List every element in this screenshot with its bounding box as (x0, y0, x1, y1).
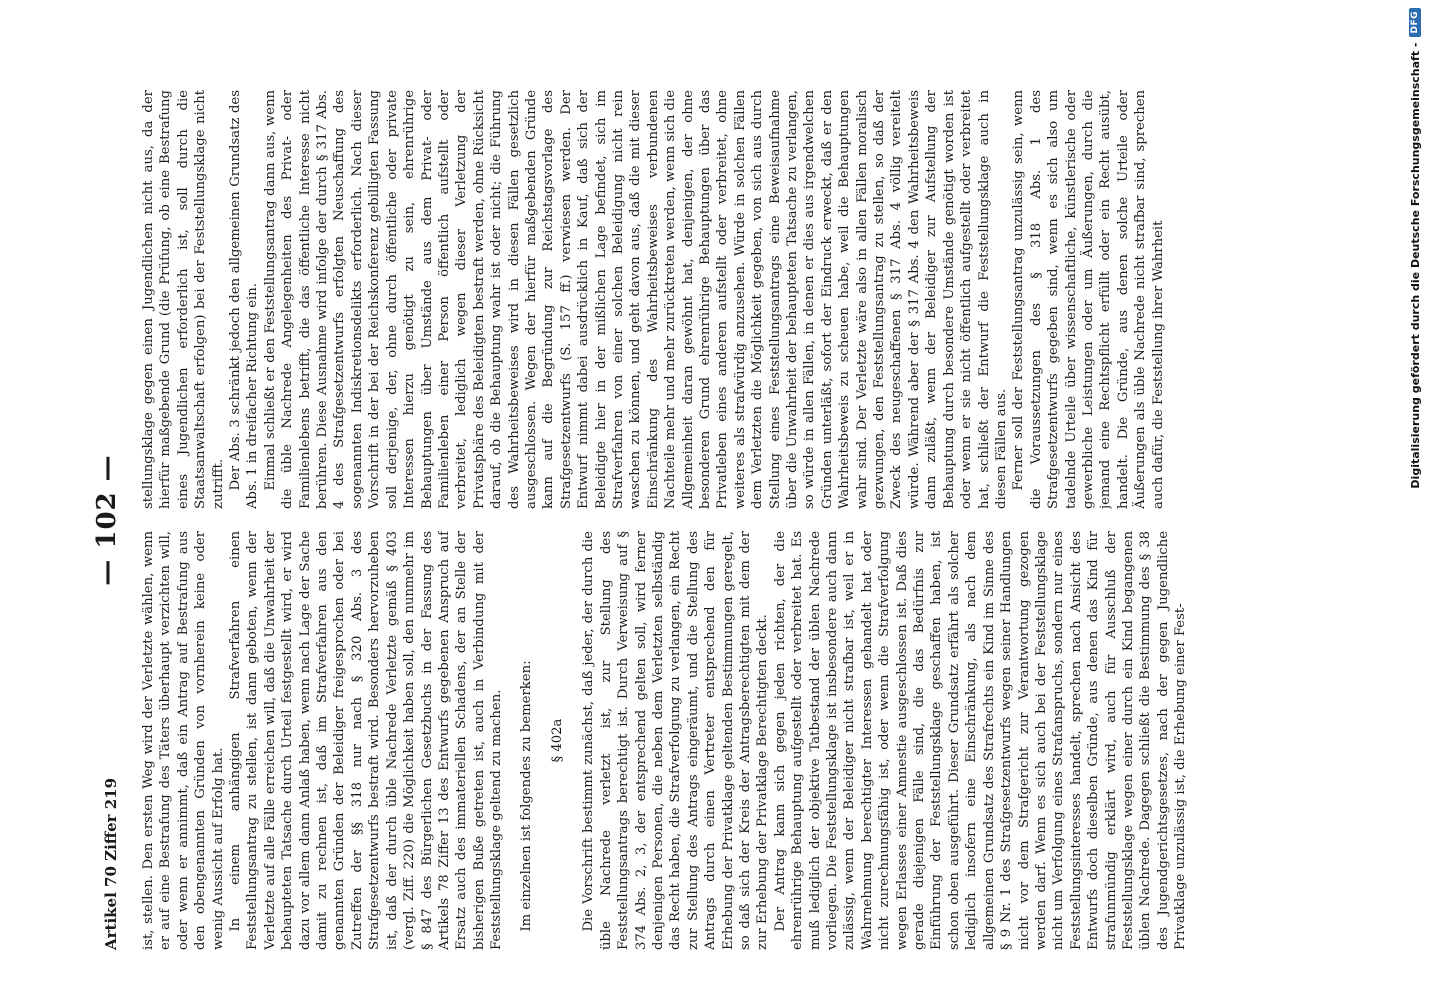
right-column (140, 90, 1302, 509)
dfg-logo: DFG (1409, 8, 1421, 37)
dfg-margin-note (1406, 8, 1430, 988)
left-column (140, 531, 1302, 950)
paragraph: Der Antrag kann sich gegen jeden richten, der die ehrenrührige Behauptung aufgestellt oder verbreitet hat. Es muß lediglich der objektive Tatbestand der üblen Nachrede vorliegen. Die Feststellungsklage ist insbesondere auch dann zulässig, wenn der Beleidiger nicht strafbar ist, weil er in Wahrnehmung berechtigter Interessen gehandelt hat oder nicht zurechnungsfähig ist, oder wenn die Strafverfolgung wegen Erlasses einer Amnestie ausgeschlossen ist. Daß dies gerade diejenigen Fälle sind, die das Bedürfnis zur Einführung der Feststellungsklage geschaffen haben, ist schon oben ausgeführt. Dieser Grundsatz erfährt als solcher lediglich insofern eine Einschränkung, als nach dem allgemeinen Grundsatz des Strafrechts ein Kind im Sinne des § 9 Nr. 1 des Strafgesetzentwurfs wegen seiner Handlungen nicht vor dem Strafgericht zur Verantwortung gezogen werden darf. Wenn es sich auch bei der Feststellungsklage nicht um Verfolgung eines Strafanspruchs, sondern nur eines Feststellungsinteresses handelt, sprechen nach Ansicht des Entwurfs doch dieselben Gründe, aus denen das Kind für strafunmündig erklärt wird, auch für Ausschluß der Feststellungsklage wegen einer durch ein Kind begangenen üblen Nachrede. Dagegen schließt die Bestimmung des § 38 des Jugendgerichtsgesetzes, nach der gegen Jugendliche Privatklage unzulässig ist, die Erhebung einer Fest- (772, 531, 1189, 950)
page-header (92, 90, 132, 950)
dfg-funding-text: Digitalisierung gefördert durch die Deutsche Forschungsgemeinschaft - (1408, 42, 1422, 489)
dfg-note (1406, 8, 1424, 988)
paragraph: Die Vorschrift bestimmt zunächst, daß jeder, der durch die üble Nachrede verletzt ist, zur Stellung des Feststellungsantrags berechtigt ist. Durch Verweisung auf § 374 Abs. 2, 3, der entsprechend gelten soll, wird ferner denjenigen Personen, die neben dem Verletzten selbständig das Recht haben, die Strafverfolgung zu verlangen, ein Recht zur Stellung des Antrags eingeräumt, und die Stellung des Antrags durch einen Vertreter entsprechend den für Erhebung der Privatklage geltenden Bestimmungen geregelt, so daß sich der Kreis der Antragsberechtigten mit dem der zur Erhebung der Privatklage Berechtigten deckt. (581, 531, 771, 950)
document-page (92, 90, 1302, 950)
paragraph: Ferner soll der Feststellungsantrag unzulässig sein, wenn die Voraussetzungen des § 318 Abs. 1 des Strafgesetzentwurfs gegeben sind, wenn es sich also um tadelnde Urteile über wissenschaftliche, künstlerische oder gewerbliche Leistungen oder um Äußerungen, durch die jemand eine Rechtspflicht erfüllt oder ein Recht ausübt, handelt. Die Gründe, aus denen solche Urteile oder Äußerungen als üble Nachrede nicht strafbar sind, sprechen auch dafür, die Feststellung ihrer Wahrheit (1011, 90, 1166, 509)
paragraph: stellungsklage gegen einen Jugendlichen nicht aus, da der hierfür maßgebende Grund (die Prüfung, ob eine Bestrafung eines Jugendlichen erforderlich ist, soll durch die Staatsanwaltschaft erfolgen) bei der Feststellungsklage nicht zutrifft. (141, 90, 226, 509)
page-number: — 102 — (92, 454, 122, 586)
paragraph: In einem anhängigen Strafverfahren einen Feststellungsantrag zu stellen, ist dann geboten, wenn der Verletzte auf alle Fälle erreichen will, daß die Unwahrheit der behaupteten Tatsache durch Urteil festgestellt wird, er wird dazu vor allem dann Anlaß haben, wenn nach Lage der Sache damit zu rechnen ist, daß im Strafverfahren aus den genannten Gründen der Beleidiger freigesprochen oder bei Zutreffen der §§ 318 nur nach § 320 Abs. 3 des Strafgesetzentwurfs bestraft wird. Besonders hervorzuheben ist, daß der durch üble Nachrede Verletzte gemäß § 403 (vergl. Ziff. 220) die Möglichkeit haben soll, den nunmehr im § 847 des Bürgerlichen Gesetzbuchs in der Fassung des Artikels 78 Ziffer 13 des Entwurfs gegebenen Anspruch auf Ersatz auch des immateriellen Schadens, der an Stelle der bisherigen Buße getreten ist, auch in Verbindung mit der Feststellungsklage geltend zu machen. (228, 531, 505, 950)
running-head: Artikel 70 Ziffer 219 (102, 777, 120, 950)
text-columns (140, 90, 1302, 950)
paragraph: Im einzelnen ist folgendes zu bemerken: (518, 660, 534, 932)
section-heading: § 402a (549, 718, 565, 763)
paragraph: Einmal schließt er den Feststellungsantrag dann aus, wenn die üble Nachrede Angelegenheiten des Privat- oder Familienlebens betrifft, die das öffentliche Interesse nicht berühren. Diese Ausnahme wird infolge der durch § 317 Abs. 4 des Strafgesetzentwurfs erfolgten Neuschaffung des sogenannten Indiskretionsdelikts erforderlich. Nach dieser Vorschrift in der bei der Reichskonferenz gebilligten Fassung soll derjenige, der, ohne durch öffentliche oder private Interessen hierzu genötigt zu sein, ehrenrührige Behauptungen über Umstände aus dem Privat- oder Familienleben einer Person öffentlich aufstellt oder verbreitet, lediglich wegen dieser Verletzung der Privatsphäre des Beleidigten bestraft werden, ohne Rücksicht darauf, ob die Behauptung wahr ist oder nicht; die Führung des Wahrheitsbeweises wird in diesen Fällen gesetzlich ausgeschlossen. Wegen der hierfür maßgebenden Gründe kann auf die Begründung zur Reichstagsvorlage des Strafgesetzentwurfs (S. 157 ff.) verwiesen werden. Der Entwurf nimmt dabei ausdrücklich in Kauf, daß sich der Beleidigte hier in der mißlichen Lage befindet, sich im Strafverfahren von einer solchen Beleidigung nicht rein waschen zu können, und geht davon aus, daß die mit dieser Einschränkung des Wahrheitsbeweises verbundenen Nachteile mehr und mehr zurücktreten werden, wenn sich die Allgemeinheit daran gewöhnt hat, denjenigen, der ohne besonderen Grund ehrenrührige Behauptungen über das Privatleben eines anderen aufstellt oder verbreitet, ohne weiteres als strafwürdig anzusehen. Würde in solchen Fällen dem Verletzten die Möglichkeit gegeben, von sich aus durch Stellung eines Feststellungsantrags eine Beweisaufnahme über die Unwahrheit der behaupteten Tatsache zu verlangen, so würde in allen Fällen, in denen er dies aus irgendwelchen Gründen unterläßt, sofort der Eindruck erweckt, daß er den Wahrheitsbeweis zu scheuen habe, weil die Behauptungen wahr sind. Der Verletzte wäre also in allen Fällen moralisch gezwungen, den Feststellungsantrag zu stellen, so daß der Zweck des neugeschaffenen § 317 Abs. 4 völlig vereitelt würde. Während aber der § 317 Abs. 4 den Wahrheitsbeweis dann zuläßt, wenn der Beleidiger zur Aufstellung der Behauptung durch besondere Umstände genötigt worden ist oder wenn er sie nicht öffentlich aufgestellt oder verbreitet hat, schließt der Entwurf die Feststellungsklage auch in diesen Fällen aus. (262, 90, 1009, 509)
paragraph: ist, stellen. Den ersten Weg wird der Verletzte wählen, wenn er auf eine Bestrafung des Täters überhaupt verzichten will, oder wenn er annimmt, daß ein Antrag auf Bestrafung aus den obengenannten Gründen von vornherein keine oder wenig Aussicht auf Erfolg hat. (141, 531, 226, 950)
paragraph: Der Abs. 3 schränkt jedoch den allgemeinen Grundsatz des Abs. 1 in dreifacher Richtung ein. (228, 90, 261, 509)
